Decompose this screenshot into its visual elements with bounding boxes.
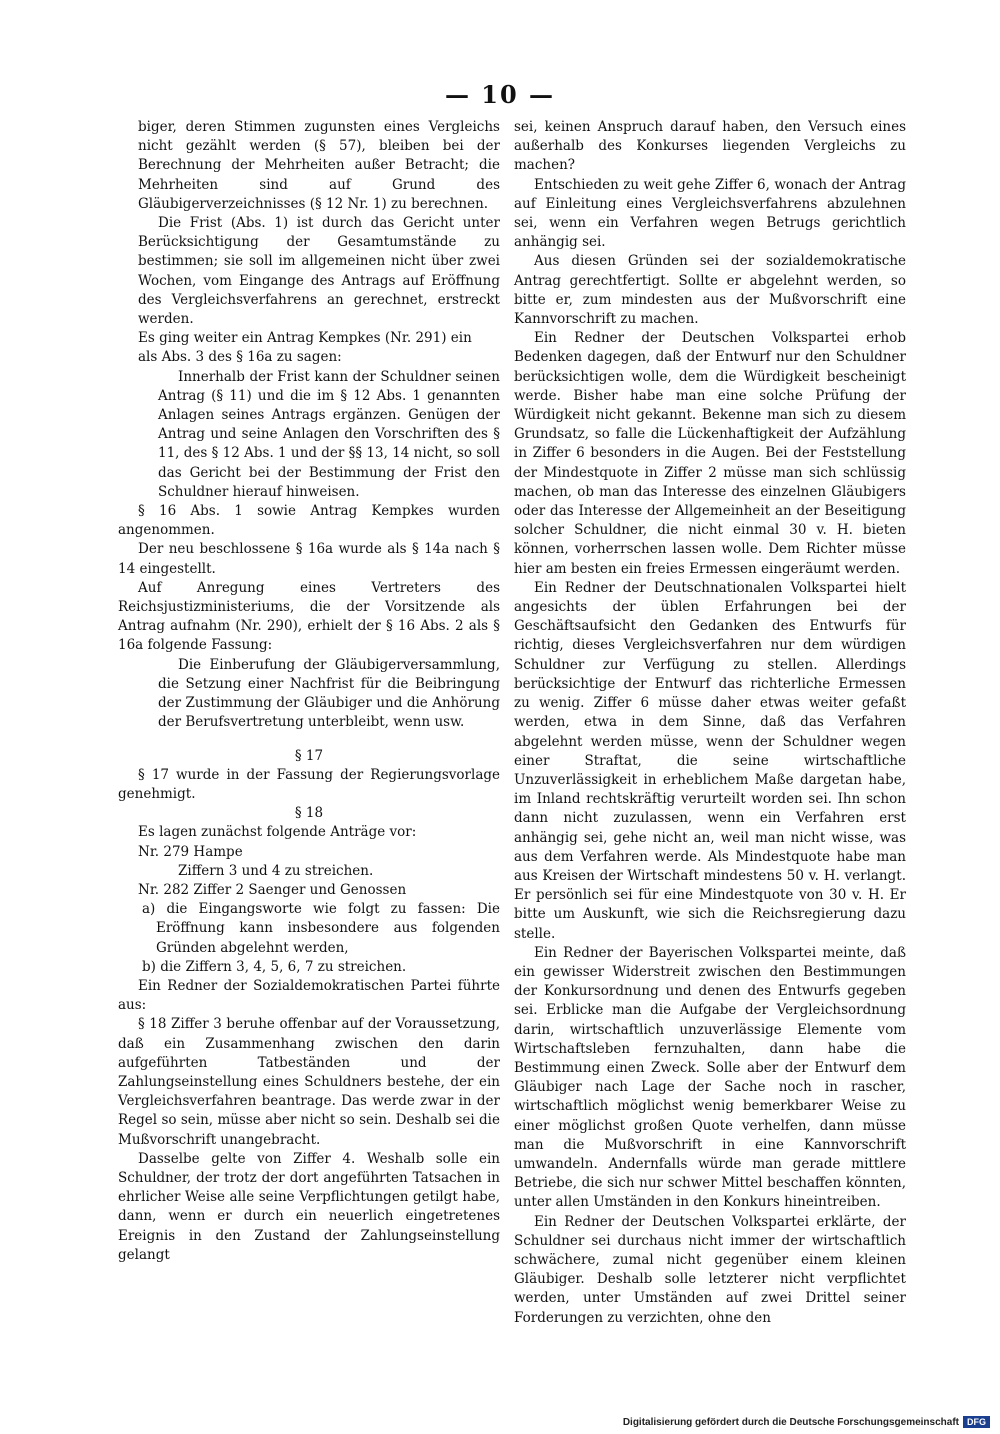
paragraph: Es ging weiter ein Antrag Kempkes (Nr. 291) ein <box>138 330 472 347</box>
paragraph: Dasselbe gelte von Ziffer 4. Weshalb solle ein Schuldner, der trotz der dort angeführten Tatsachen in ehrlicher Weise alle seine Verpflichtungen getilgt habe, dann, wenn er durch ein neuerlich eingetretenes Ereignis in den Zustand der Zahlungseinstellung gelangt <box>118 1150 500 1263</box>
paragraph: biger, deren Stimmen zugunsten eines Vergleichs nicht gezählt werden (§ 57), bleiben bei der Berechnung der Mehrheiten außer Betracht; die Mehrheiten sind auf Grund des Gläubigerverzeichnisses (§ 12 Nr. 1) zu berechnen. <box>138 119 500 212</box>
paragraph: Ein Redner der Bayerischen Volkspartei meinte, daß ein gewisser Widerstreit zwischen den Bestimmungen der Konkursordnung und denen des Entwurfs gegeben sei. Erblicke man die Aufgabe der Vergleichsordnung darin, wirtschaftlich unzuverlässige Elemente vom Wirtschaftsleben fernzuhalten, dann habe die Bestimmung einen Zweck. Solle aber der Entwurf dem Gläubiger nach Lage der Sache noch in rascher, wirtschaftlich möglichst wenig bemerkbarer Weise zu einer möglichst großen Quote verhelfen, dann müsse man die Mußvorschrift in eine Kannvorschrift umwandeln. Andernfalls würde man gerade mittlere Betriebe, die sich nur schwer Mittel beschaffen könnten, unter allen Umständen in den Konkurs hineintreiben. <box>514 944 906 1211</box>
paragraph: Nr. 279 Hampe <box>138 843 243 860</box>
paragraph: a) die Eingangsworte wie folgt zu fassen: Die Eröffnung kann insbesondere aus folgenden Gründen abgelehnt werden, <box>142 901 500 956</box>
paragraph: Ein Redner der Deutschnationalen Volkspartei hielt angesichts der üblen Erfahrungen bei der Geschäftsaufsicht den Gedanken des Entwurfs für richtig, dieses Vergleichsverfahren nur dem würdigen Schuldner zur Verfügung zu stellen. Allerdings berücksichtige der Entwurf das richterliche Ermessen zu wenig. Ziffer 6 müsse daher etwas weiter gefaßt werden, etwa in dem Sinne, daß das Verfahren abgelehnt werden müsse, wenn der Schuldner wegen einer Straftat, die seine wirtschaftliche Unzuverlässigkeit in erheblichem Maße dargetan habe, im Inland rechtskräftig verurteilt worden sei. Ihn schon dann nicht zuzulassen, wenn ein Verfahren erst anhängig sei, gehe nicht an, weil man nicht wisse, was aus dem Verfahren werde. Als Mindestquote habe man aus Kreisen der Wirtschaft mindestens 50 v. H. verlangt. Er persönlich sei für eine Mindestquote von 30 v. H. Er bitte um Auskunft, wie sich die Reichsregierung dazu stelle. <box>514 579 906 942</box>
paragraph: Nr. 282 Ziffer 2 Saenger und Genossen <box>138 881 407 898</box>
paragraph: als Abs. 3 des § 16a zu sagen: <box>138 349 342 366</box>
section-heading: § 17 <box>294 747 324 764</box>
paragraph: Die Einberufung der Gläubigerversammlung, die Setzung einer Nachfrist für die Beibringung der Zustimmung der Gläubiger und die Anhörung der Berufsvertretung unterbleibt, wenn usw. <box>158 656 500 731</box>
left-column <box>118 118 500 1265</box>
paragraph <box>118 733 500 747</box>
paragraph: Der neu beschlossene § 16a wurde als § 14a nach § 14 eingestellt. <box>118 541 500 577</box>
paragraph: sei, keinen Anspruch darauf haben, den Versuch eines außerhalb des Konkurses liegenden Vergleichs zu machen? <box>514 119 906 174</box>
dfg-logo: DFG <box>963 1416 990 1428</box>
paragraph: § 18 Ziffer 3 beruhe offenbar auf der Voraussetzung, daß ein Zusammenhang zwischen den darin aufgeführten Tatbeständen und der Zahlungseinstellung eines Schuldners bestehe, der ein Vergleichsverfahren beantrage. Das werde zwar in der Regel so sein, müsse aber nicht so sein. Deshalb sei die Mußvorschrift unangebracht. <box>118 1016 500 1148</box>
paragraph: Ziffern 3 und 4 zu streichen. <box>178 862 374 879</box>
page-number: — 10 — <box>444 80 556 109</box>
paragraph: Innerhalb der Frist kann der Schuldner seinen Antrag (§ 11) und die im § 12 Abs. 1 genannten Anlagen seines Antrags ergänzen. Genügen der Antrag und seine Anlagen den Vorschriften des § 11, des § 12 Abs. 1 und der §§ 13, 14 nicht, so soll das Gericht bei der Bestimmung der Frist den Schuldner hierauf hinweisen. <box>158 368 500 500</box>
paragraph: § 17 wurde in der Fassung der Regierungsvorlage genehmigt. <box>118 766 500 802</box>
paragraph: § 16 Abs. 1 sowie Antrag Kempkes wurden angenommen. <box>118 503 500 539</box>
footer <box>623 1416 990 1428</box>
right-column <box>514 118 906 1328</box>
footer-credit: Digitalisierung gefördert durch die Deutsche Forschungsgemeinschaft <box>622 1416 959 1428</box>
paragraph: Die Frist (Abs. 1) ist durch das Gericht unter Berücksichtigung der Gesamtumstände zu bestimmen; sie soll im allgemeinen nicht über zwei Wochen, vom Eingange des Antrags auf Eröffnung des Vergleichsverfahrens an gerechnet, erstreckt werden. <box>138 215 500 328</box>
paragraph: Auf Anregung eines Vertreters des Reichsjustizministeriums, die der Vorsitzende als Antrag aufnahm (Nr. 290), erhielt der § 16 Abs. 2 als § 16a folgende Fassung: <box>118 579 500 654</box>
paragraph: Es lagen zunächst folgende Anträge vor: <box>138 824 417 841</box>
paragraph: Entschieden zu weit gehe Ziffer 6, wonach der Antrag auf Einleitung eines Vergleichsverfahrens abzulehnen sei, wenn ein Verfahren wegen Betrugs gerichtlich anhängig sei. <box>514 176 906 251</box>
paragraph: b) die Ziffern 3, 4, 5, 6, 7 zu streichen. <box>142 958 407 975</box>
paragraph: Aus diesen Gründen sei der sozialdemokratische Antrag gerechtfertigt. Sollte er abgelehnt werden, so bitte er, zum mindesten aus der Mußvorschrift eine Kannvorschrift zu machen. <box>514 253 906 328</box>
paragraph: Ein Redner der Sozialdemokratischen Partei führte aus: <box>118 977 500 1014</box>
paragraph: Ein Redner der Deutschen Volkspartei erklärte, der Schuldner sei durchaus nicht immer der wirtschaftlich schwächere, zumal nicht gegenüber einem kleinen Gläubiger. Deshalb solle letzterer nicht verpflichtet werden, unter Umständen auf zwei Drittel seiner Forderungen zu verzichten, ohne den <box>514 1213 906 1326</box>
section-heading: § 18 <box>294 805 324 822</box>
paragraph: Ein Redner der Deutschen Volkspartei erhob Bedenken dagegen, daß der Entwurf nur den Schuldner berücksichtigen wolle, dem die Würdigkeit bescheinigt werde. Bisher habe man eine solche Prüfung der Würdigkeit nicht gekannt. Bekenne man sich zu diesem Grundsatz, so falle die Lückenhaftigkeit der Aufzählung in Ziffer 6 besonders in die Augen. Bei der Feststellung der Mindestquote in Ziffer 2 müsse man sich schlüssig machen, ob man das Interesse des einzelnen Gläubigers oder das Interesse der Allgemeinheit an der Beseitigung solcher Schuldner, die nicht einmal 30 v. H. bieten können, vorherrschen lassen wolle. Dem Richter müsse hier am besten ein freies Ermessen eingeräumt werden. <box>514 330 906 577</box>
